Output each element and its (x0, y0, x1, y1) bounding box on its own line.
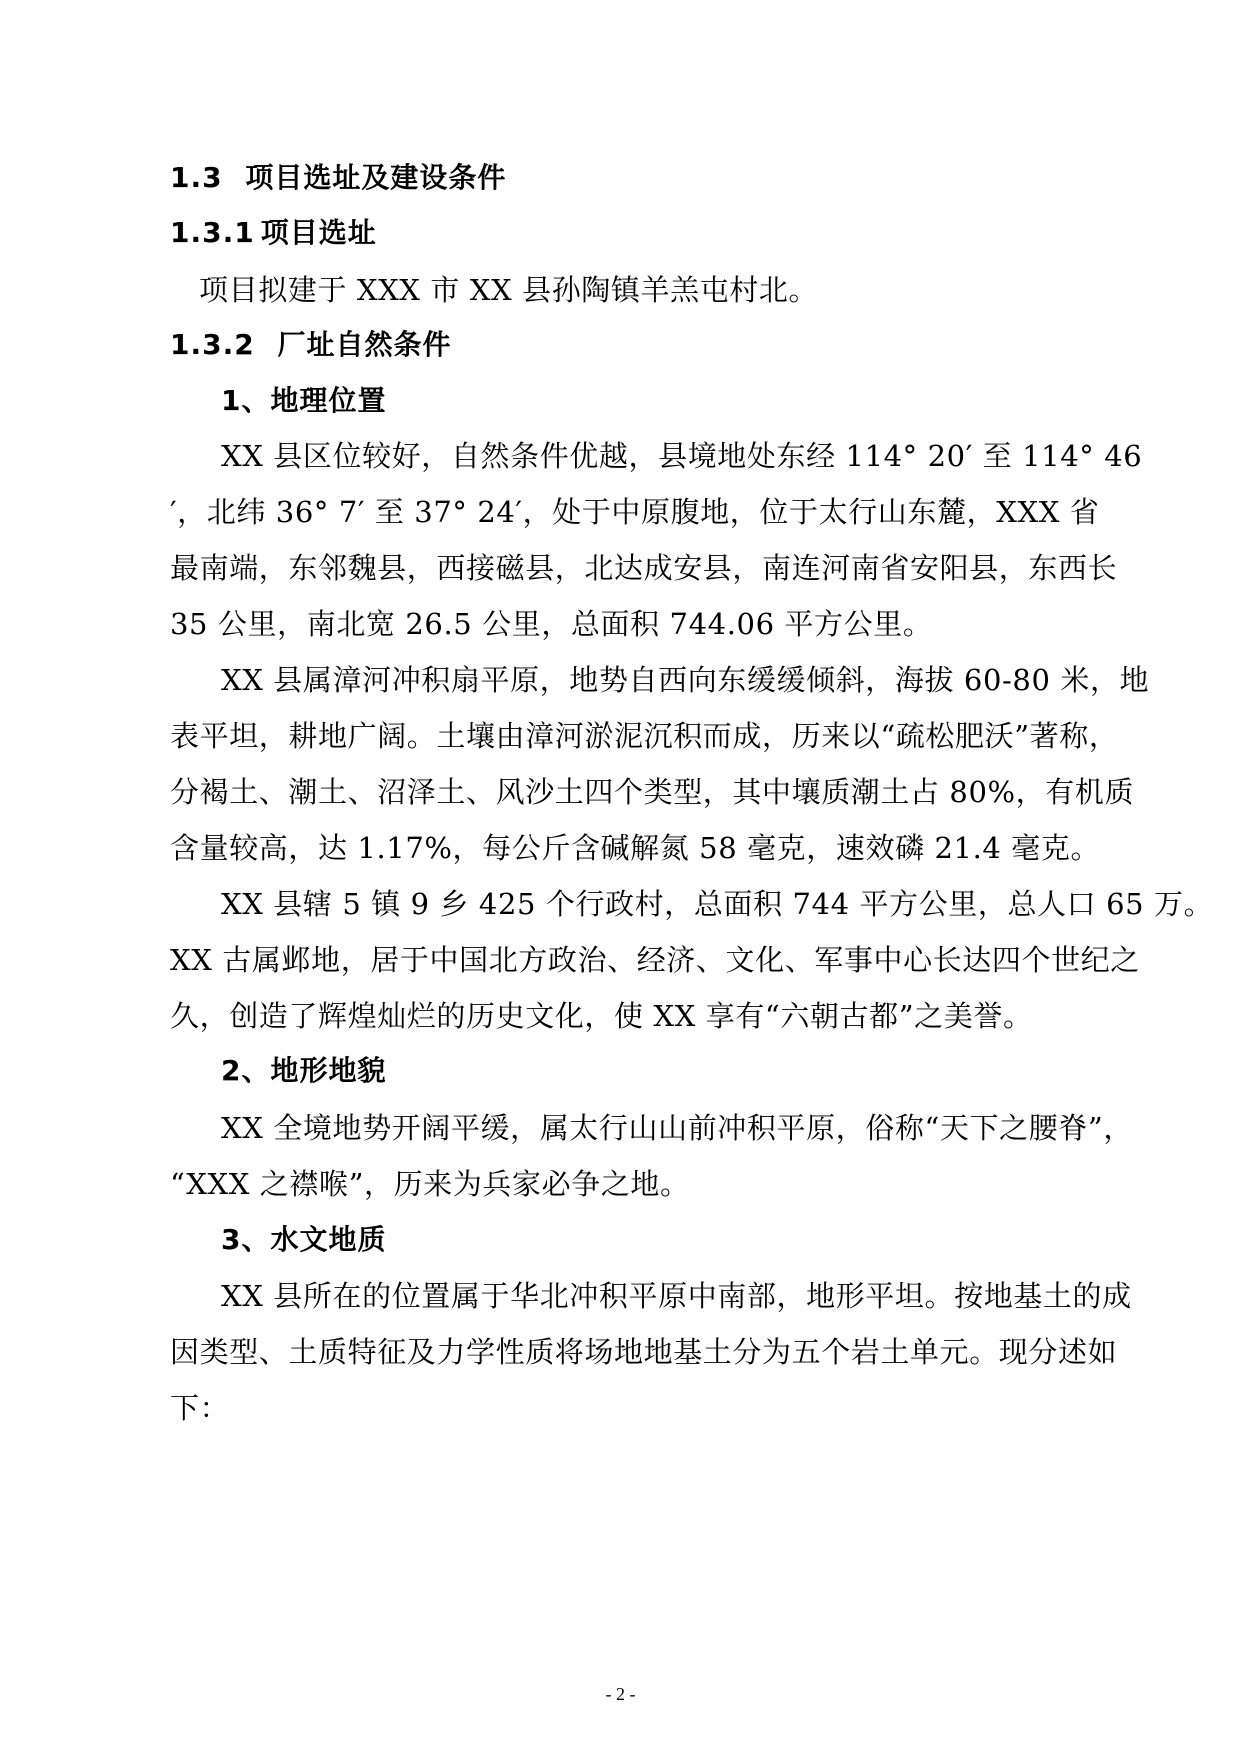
section-heading-1-3-2 (170, 325, 452, 365)
text-line: 含量较高，达 1.17%，每公斤含碱解氮 58 毫克，速效磷 21.4 毫克。 (170, 831, 1101, 865)
text-line: 分褐土、潮土、沼泽土、风沙土四个类型，其中壤质潮土占 80%，有机质 (170, 775, 1135, 809)
text-line: 表平坦，耕地广阔。土壤由漳河淤泥沉积而成，历来以“疏松肥沃”著称， (170, 719, 1119, 753)
text-line: 因类型、土质特征及力学性质将场地地基土分为五个岩土单元。现分述如 (170, 1335, 1118, 1369)
section-number: 1.3 (170, 161, 223, 194)
text-line: XX 县辖 5 镇 9 乡 425 个行政村，总面积 744 平方公里，总人口 65 万。 (221, 887, 1214, 921)
text-line: 最南端，东邻魏县，西接磁县，北达成安县，南连河南省安阳县，东西长 (170, 551, 1118, 585)
section-title: 项目选址及建设条件 (245, 161, 507, 194)
page-number: - 2 - (605, 1684, 636, 1704)
subheading-hydrogeology: 3、水文地质 (221, 1223, 387, 1256)
text-line: XX 县所在的位置属于华北冲积平原中南部，地形平坦。按地基土的成 (221, 1279, 1132, 1313)
site-paragraph: 项目拟建于 XXX 市 XX 县孙陶镇羊羔屯村北。 (199, 273, 819, 307)
text-line: XX 古属邺地，居于中国北方政治、经济、文化、军事中心长达四个世纪之 (170, 943, 1140, 977)
text-line: 久，创造了辉煌灿烂的历史文化，使 XX 享有“六朝古都”之美誉。 (170, 999, 1033, 1033)
section-title: 厂址自然条件 (277, 328, 452, 361)
text-line: XX 全境地势开阔平缓，属太行山山前冲积平原，俗称“天下之腰脊”， (221, 1111, 1133, 1145)
text-line: 35 公里，南北宽 26.5 公里，总面积 744.06 平方公里。 (170, 607, 933, 641)
text-line: XX 县区位较好，自然条件优越，县境地处东经 114° 20′ 至 114° 46 (221, 439, 1143, 473)
subheading-geo-location: 1、地理位置 (221, 384, 387, 417)
subheading-terrain: 2、地形地貌 (221, 1054, 387, 1087)
text-line: 下： (170, 1391, 230, 1425)
section-heading-1-3-1 (170, 213, 377, 253)
text-line: “XXX 之襟喉”，历来为兵家必争之地。 (170, 1167, 690, 1201)
section-number: 1.3.1 (170, 216, 255, 249)
section-number: 1.3.2 (170, 328, 255, 361)
section-title: 项目选址 (260, 216, 377, 249)
text-line: XX 县属漳河冲积扇平原，地势自西向东缓缓倾斜，海拔 60-80 米，地 (221, 663, 1150, 697)
text-line: ′，北纬 36° 7′ 至 37° 24′，处于中原腹地，位于太行山东麓，XXX 省 (170, 495, 1100, 529)
section-heading-1-3 (170, 158, 506, 198)
